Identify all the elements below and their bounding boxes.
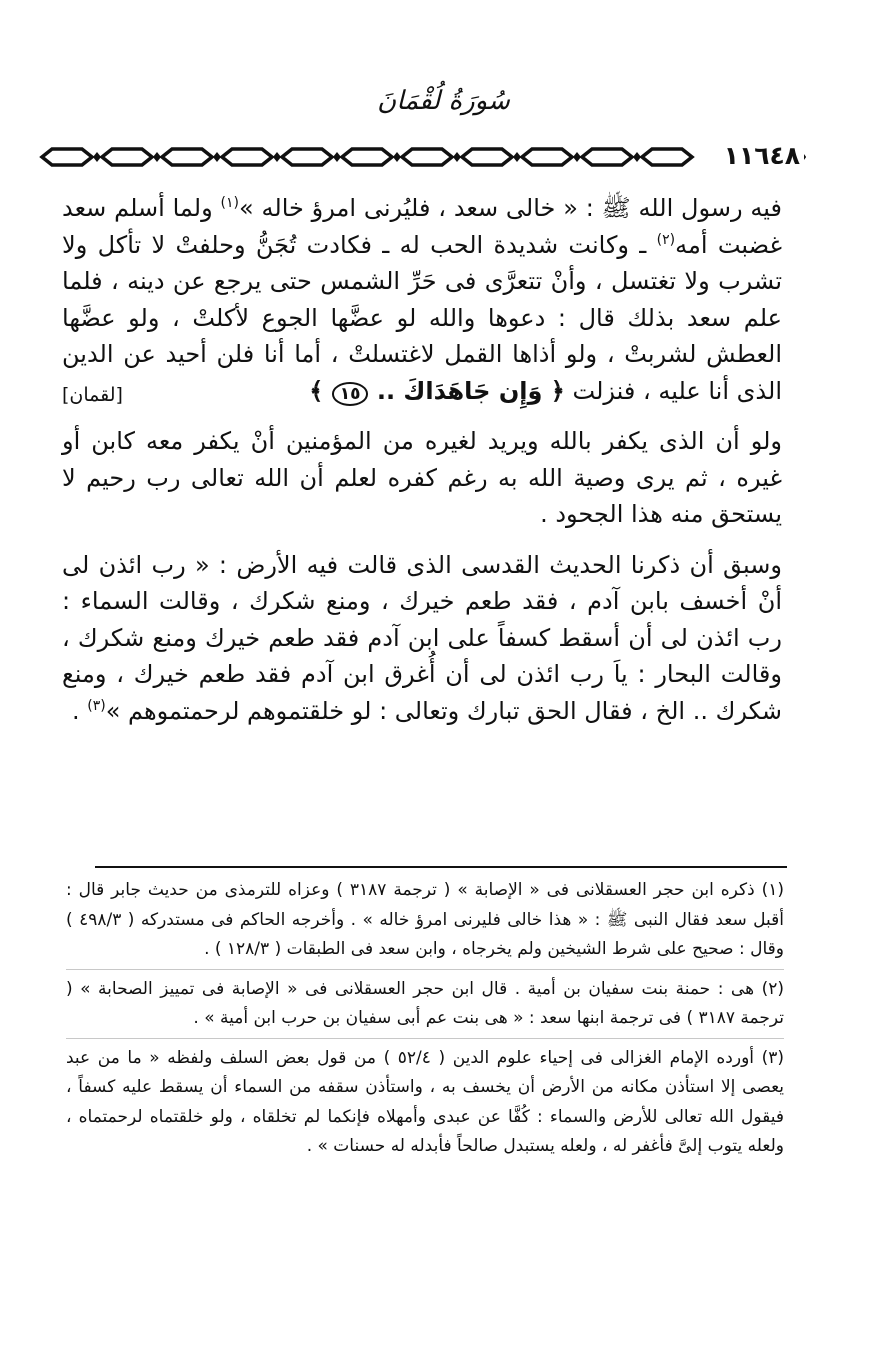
footnote-1: (١) ذكره ابن حجر العسقلانى فى « الإصابة » ( ترجمة ٣١٨٧ ) وعزاه للترمذى من حديث جابر قال : أقبل سعد فقال النبى ﷺ : « هذا خالى فليرنى امرؤ خاله » . وأخرجه الحاكم فى مستدركه ( ٤٩٨/٣ ) وقال : صحيح على شرط الشيخين ولم يخرجاه ، وابن سعد فى الطبقات ( ١٢٨/٣ ) . [66,876,784,970]
text-run: ولما أسلم سعد غضبت أمه [62,194,782,259]
text-run: فيه رسول الله ﷺ : « خالى سعد ، فليُرنى امرؤ خاله » [239,194,782,222]
text-run: . [71,696,88,725]
paragraph-3 [62,547,782,730]
footnote-ref-3: (٣) [87,697,106,714]
footnote-2: (٢) هى : حمنة بنت سفيان بن أمية . قال ابن حجر العسقلانى فى « الإصابة فى تمييز الصحابة » ( ترجمة ٣١٨٧ ) فى ترجمة ابنها سعد : « هى بنت عم أبى سفيان بن حرب ابن أمية » . [66,975,784,1039]
paragraph-1 [62,190,782,409]
text-run: ـ وكانت شديدة الحب له ـ فكادت تُجَنُّ وحلفتْ لا تأكل ولا تشرب ولا تغتسل ، وأنْ تتعرَّى فى حَرِّ الشمس حتى يرجع عن دينه ، فلما علم سعد بذلك قال : دعوها والله لو عضَّها الجوع لأكلتْ ، ولو عضَّها العطش لشربتْ ، ولو أذاها القمل لاغتسلتْ ، أما أنا فلن أحيد عن الدين الذى أنا عليه ، فنزلت [62,230,782,405]
main-text [62,190,782,743]
footnotes [66,876,784,1171]
page-number: ١١٦٤٨ [720,141,804,171]
footnote-3: (٣) أورده الإمام الغزالى فى إحياء علوم الدين ( ٥٢/٤ ) من قول بعض السلف ولفظه « ما من عبد يعصى إلا استأذن مكانه من الأرض أن يخسف به ، واستأذن سقفه من السماء أن يسقط عليه كسفاً ، فيقول الله تعالى للأرض والسماء : كُفَّا عن عبدى وأمهلاه فإنكما لم تخلقاه ، ولو خلقتماه لرحمتماه ، ولعله يتوب إلىَّ فأغفر له ، ولعله يستبدل صالحاً فأبدله له حسنات » . [66,1047,784,1156]
footnote-ref-1: (١) [220,195,240,211]
footnote-ref-2: (٢) [656,231,676,248]
ornamental-header-band [38,142,806,172]
quran-quote-close: ﴾ [309,376,332,405]
surah-reference: [لقمان] [62,383,123,406]
footnote-divider [95,866,787,868]
ayah-number-marker: ١٥ [332,382,369,406]
quran-quote: ﴿ وَإِن جَاهَدَاكَ .. [368,376,565,405]
paragraph-2: ولو أن الذى يكفر بالله ويريد لغيره من المؤمنين أنْ يكفر معه كابن أو غيره ، ثم يرى وصية الله به رغم كفره لعلم أن الله تعالى رب رحيم لا يستحق منه هذا الجحود . [62,427,782,528]
surah-title: سُورَةُ لُقْمَانَ [377,86,510,116]
text-run: وسبق أن ذكرنا الحديث القدسى الذى قالت فيه الأرض : « رب ائذن لى أنْ أخسف بابن آدم ، فقد طعم خيرك ، ومنع شكرك ، وقالت السماء : رب ائذن لى أن أسقط كسفاً على ابن آدم فقد طعم خيرك ومنع شكرك ، وقالت البحار : ياَ رب ائذن لى أن أُغرق ابن آدم فقد طعم خيرك ، ومنع شكرك .. الخ ، فقال الحق تبارك وتعالى : لو خلقتموهم لرحمتموهم » [62,550,782,725]
